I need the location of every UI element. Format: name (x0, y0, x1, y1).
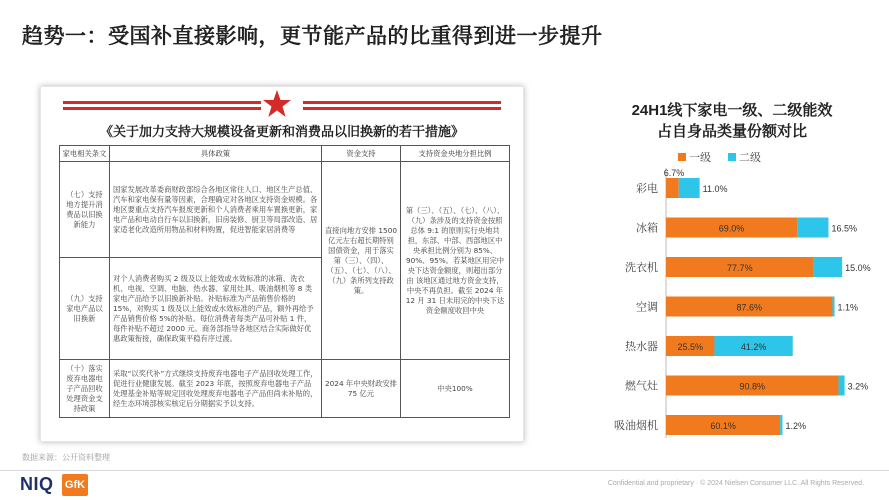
column-header: 具体政策 (110, 146, 322, 162)
header-stripe (63, 101, 261, 104)
data-label: 77.7% (727, 263, 753, 273)
data-label: 3.2% (847, 381, 869, 392)
footer-divider (0, 470, 889, 471)
bar-level1 (666, 178, 679, 198)
energy-efficiency-bar-chart (592, 142, 872, 442)
table-row (60, 360, 510, 418)
bar-level2 (679, 178, 700, 198)
data-label: 15.0% (845, 263, 871, 273)
data-source: 数据来源：公开资料整理 (22, 453, 110, 462)
bar-level2 (839, 376, 845, 396)
data-label: 6.7% (663, 168, 685, 178)
category-label: 冰箱 (636, 222, 658, 235)
data-label: 16.5% (831, 223, 857, 234)
data-label: 25.5% (677, 342, 703, 352)
policy-table (59, 145, 510, 418)
policy-detail: 采取“以奖代补”方式继续支持废弃电器电子产品回收处理工作，促进行业健康发展。截至 2023 年底，按照废弃电器电子产品处理基金补贴等规定回收处理废弃电器电子产品但尚未补贴的，经生态环境部核实核定后分期据实予以支持。 (110, 360, 322, 418)
category-label: 彩电 (636, 183, 658, 195)
page-title: 趋势一：受国补直接影响，更节能产品的比重得到进一步提升 (22, 25, 603, 48)
data-label: 69.0% (718, 223, 745, 234)
chart-title: 24H1线下家电一级、二级能效 (631, 102, 833, 119)
column-header: 资金支持 (322, 146, 401, 162)
bar-level2 (797, 218, 828, 238)
data-label: 1.2% (785, 421, 806, 431)
header-stripe (303, 101, 501, 104)
legend-swatch (728, 153, 736, 161)
document-title: 《关于加力支持大规模设备更新和消费品以旧换新的若干措施》 (99, 124, 464, 139)
column-header: 支持资金央地分担比例 (401, 146, 510, 162)
data-label: 90.8% (739, 381, 766, 392)
header-stripe (303, 107, 501, 110)
policy-detail: 国家发展改革委商财政部综合各地区常住人口、地区生产总值、汽车和家电保有量等因素，合理确定对各地区支持资金规模。各地区要重点支持汽车报废更新和个人消费者乘用车置换更新，家电产品和电动自行车以旧换新，旧房装修、厨卫等局部改造、居家适老化改造所用物品和材料购置，促进智能家居消费等 (110, 162, 322, 258)
funding-support: 2024 年中央财政安排 75 亿元 (322, 360, 401, 418)
data-label: 1.1% (837, 302, 859, 313)
category-label: 空调 (636, 301, 658, 314)
star-icon (262, 89, 292, 119)
table-header-row (60, 146, 510, 162)
table-row (60, 162, 510, 258)
policy-document (40, 86, 524, 442)
clause-name: （九）支持家电产品以旧换新 (60, 258, 110, 360)
policy-detail: 对个人消费者购买 2 级及以上能效或水效标准的冰箱、洗衣机、电视、空调、电脑、热水器、家用灶具、吸油烟机等 8 类家电产品给予以旧换新补贴。补贴标准为产品销售价格的 15%，对购买 1 级及以上能效或水效标准的产品，额外再给予产品销售价格 5%的补贴。每位消费者每类产品可补贴 1 件，每件补贴不超过 2000 元。商务部指导各地区结合实际做好优惠政策衔接，确保政策平稳有序过渡。 (110, 258, 322, 360)
bar-level2 (814, 257, 843, 277)
data-label: 41.2% (740, 342, 767, 352)
legend-label: 二级 (739, 152, 761, 164)
category-label: 吸油烟机 (614, 420, 658, 432)
legend-swatch (678, 153, 686, 161)
clause-name: （十）落实废弃电器电子产品回收处理资金支持政策 (60, 360, 110, 418)
bar-level2 (832, 297, 834, 317)
category-label: 燃气灶 (625, 380, 658, 393)
category-label: 热水器 (625, 341, 658, 353)
cost-sharing-ratio: 中央100% (401, 360, 510, 418)
header-stripe (63, 107, 261, 110)
category-label: 洗衣机 (625, 262, 658, 274)
chart-subtitle: 占自身品类量份额对比 (656, 123, 807, 140)
gfk-logo: GfK (62, 474, 88, 496)
funding-support: 直接向地方安排 1500 亿元左右超长期特别国债资金，用于落实第（三）、（四）、（五）、（七）、（八）、（九）条所列支持政策。 (322, 162, 401, 360)
footer-copyright: Confidential and proprietary · © 2024 Nielsen Consumer LLC. All Rights Reserved. (607, 480, 864, 487)
clause-name: （七）支持地方提升消费品以旧换新能力 (60, 162, 110, 258)
data-label: 11.0% (702, 184, 728, 194)
legend-label: 一级 (689, 152, 711, 164)
column-header: 家电相关条文 (60, 146, 110, 162)
niq-logo: NIQ (20, 474, 54, 494)
cost-sharing-ratio: 第（三）、（五）、（七）、（八）、（九）条涉及的支持资金按照总体 9:1 的原则实行央地共担，东部、中部、西部地区中央承担比例分别为 85%、90%、95%。若某地区用完中央下达资金额度，则超出部分由 该地区通过地方资金支持，中央不再负担。截至 2024 年 12 月 31 日未用完的中央下达资金额度收回中央 (401, 162, 510, 360)
bar-level2 (780, 415, 782, 435)
data-label: 60.1% (710, 421, 736, 431)
data-label: 87.6% (736, 302, 762, 313)
